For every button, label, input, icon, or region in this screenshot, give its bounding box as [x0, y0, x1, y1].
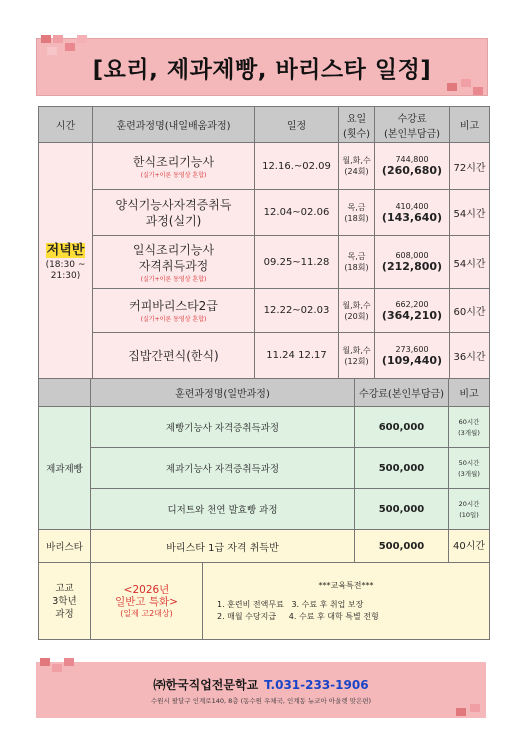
course-schedule: 12.22~02.03	[255, 289, 339, 333]
course-fee: 500,000	[355, 448, 449, 489]
course-fee-cell	[375, 289, 450, 333]
course-fee: 662,200	[395, 299, 429, 309]
course-note: 20시간 (10일)	[458, 500, 480, 519]
table-header-row	[39, 379, 490, 407]
phone-number[interactable]: T.031-233-1906	[264, 678, 369, 692]
course-schedule: 12.04~02.06	[255, 190, 339, 236]
course-days: 월,화,수 (12회)	[342, 345, 371, 366]
course-note: 40시간	[449, 530, 490, 563]
course-name-cell	[93, 333, 255, 379]
course-fee: 273,600	[395, 344, 429, 354]
footer-banner	[36, 662, 486, 718]
table-row	[39, 143, 490, 190]
decor-square	[40, 658, 50, 666]
course-fee-cell	[375, 333, 450, 379]
decor-square	[77, 35, 87, 43]
table-row	[39, 563, 490, 640]
course-name: 디저트와 천연 발효빵 과정	[91, 489, 355, 530]
course-name: 바리스타 1급 자격 취득반	[91, 530, 355, 563]
course-days: 월,화,수 (24회)	[342, 156, 371, 176]
course-name-cell	[93, 143, 255, 190]
course-sub: (실기+이론 동영상 혼합)	[140, 316, 207, 323]
header-course: 훈련과정명(내일배움과정)	[93, 107, 255, 143]
course-fee-cell	[375, 236, 450, 289]
decor-square	[53, 35, 63, 43]
benefit-line: 1. 훈련비 전액무료 3. 수료 후 취업 보장	[217, 599, 364, 609]
course-note: 54시간	[450, 190, 490, 236]
decor-square	[447, 83, 457, 91]
header-note: 비고	[450, 107, 490, 143]
course-fee: 500,000	[355, 530, 449, 563]
course-name-cell	[93, 236, 255, 289]
special-subtitle: (일제 고2대상)	[120, 608, 173, 618]
course-sub: (실기+이론 동영상 혼합)	[140, 275, 207, 283]
header-fee: 수강료(본인부담금)	[355, 379, 449, 407]
course-self-pay: (260,680)	[381, 164, 443, 177]
decor-square	[473, 87, 483, 95]
evening-time: (18:30 ~ 21:30)	[45, 260, 86, 281]
barista-label: 바리스타	[39, 530, 91, 563]
decor-square	[52, 664, 62, 672]
course-note-cell	[449, 489, 490, 530]
course-fee-cell	[375, 190, 450, 236]
table-row	[39, 333, 490, 379]
special-title: <2026년 일반고 특화>	[115, 583, 178, 608]
course-fee: 410,400	[395, 201, 429, 211]
course-self-pay: (143,640)	[381, 210, 443, 224]
course-days-cell	[339, 143, 375, 190]
course-name: 커피바리스타2급	[129, 299, 218, 313]
course-fee: 600,000	[355, 407, 449, 448]
course-schedule: 12.16.~02.09	[255, 143, 339, 190]
header-course: 훈련과정명(일반과정)	[91, 379, 355, 407]
course-note: 36시간	[450, 333, 490, 379]
general-course-table	[38, 378, 490, 640]
course-note: 60시간 (3개월)	[458, 418, 480, 437]
school-name: ㈜한국직업전문학교	[153, 678, 259, 692]
decor-square	[41, 35, 51, 43]
course-days-cell	[339, 333, 375, 379]
course-note: 60시간	[450, 289, 490, 333]
course-name-cell	[93, 289, 255, 333]
course-note: 50시간 (3개월)	[458, 459, 480, 478]
course-note: 72시간	[450, 143, 490, 190]
course-fee: 500,000	[355, 489, 449, 530]
table-row	[39, 289, 490, 333]
course-note-cell	[449, 407, 490, 448]
header-banner	[36, 38, 488, 96]
table-row	[39, 236, 490, 289]
header-days-label: 요일 (횟수)	[342, 113, 371, 140]
table-row	[39, 489, 490, 530]
highschool-label-cell	[39, 563, 91, 640]
course-name: 제빵기능사 자격증취득과정	[91, 407, 355, 448]
table-row	[39, 407, 490, 448]
decor-square	[65, 43, 75, 51]
benefits-title: ***교육특전***	[318, 580, 374, 590]
course-name: 집밥간편식(한식)	[128, 348, 219, 363]
course-name: 양식기능사자격증취득 과정(실기)	[115, 197, 232, 228]
course-schedule: 09.25~11.28	[255, 236, 339, 289]
evening-time-cell	[39, 143, 93, 379]
page-title: [요리, 제과제빵, 바리스타 일정]	[92, 57, 432, 83]
table-row	[39, 448, 490, 489]
school-address: 수원시 팔달구 인계로140, 8층 (동수원 우체국, 인계동 뉴코아 아울렛 맞은편)	[150, 697, 372, 705]
header-time: 시간	[39, 107, 93, 143]
course-name: 제과기능사 자격증취득과정	[91, 448, 355, 489]
highschool-label: 고교 3학년 과정	[52, 582, 77, 620]
course-days: 목,금 (18회)	[344, 252, 369, 272]
course-fee-cell	[375, 143, 450, 190]
decor-square	[64, 658, 74, 666]
table-header-row	[39, 107, 490, 143]
course-self-pay: (364,210)	[381, 308, 443, 322]
table-row	[39, 190, 490, 236]
course-schedule: 11.24 12.17	[255, 333, 339, 379]
course-fee: 608,000	[395, 251, 429, 260]
course-note-cell	[449, 448, 490, 489]
decor-square	[470, 704, 480, 712]
course-days: 월,화,수 (20회)	[342, 300, 371, 321]
course-days-cell	[339, 289, 375, 333]
evening-course-table	[38, 106, 490, 379]
header-fee	[375, 107, 450, 143]
course-name: 일식조리기능사 자격취득과정	[132, 242, 215, 273]
course-fee: 744,800	[395, 155, 429, 164]
course-sub: (실기+이론 동영상 혼합)	[140, 171, 207, 179]
header-fee-label: 수강료 (본인부담금)	[383, 113, 441, 140]
course-days-cell	[339, 190, 375, 236]
school-contact	[36, 676, 486, 693]
header-note: 비고	[449, 379, 490, 407]
course-name: 한식조리기능사	[132, 154, 215, 169]
header-schedule: 일정	[255, 107, 339, 143]
course-days: 목,금 (18회)	[344, 202, 369, 223]
course-days-cell	[339, 236, 375, 289]
course-self-pay: (212,800)	[381, 260, 443, 273]
course-name-cell	[93, 190, 255, 236]
special-cell	[91, 563, 203, 640]
table-row	[39, 530, 490, 563]
header-blank	[39, 379, 91, 407]
course-note: 54시간	[450, 236, 490, 289]
course-self-pay: (109,440)	[381, 353, 443, 367]
benefit-line: 2. 매월 수당지급 4. 수료 후 대학 특별 전형	[217, 611, 379, 621]
evening-label: 저녁반	[46, 243, 85, 258]
benefits-cell	[203, 563, 490, 640]
bakery-label: 제과제빵	[39, 407, 91, 530]
decor-square	[456, 708, 466, 716]
header-days	[339, 107, 375, 143]
